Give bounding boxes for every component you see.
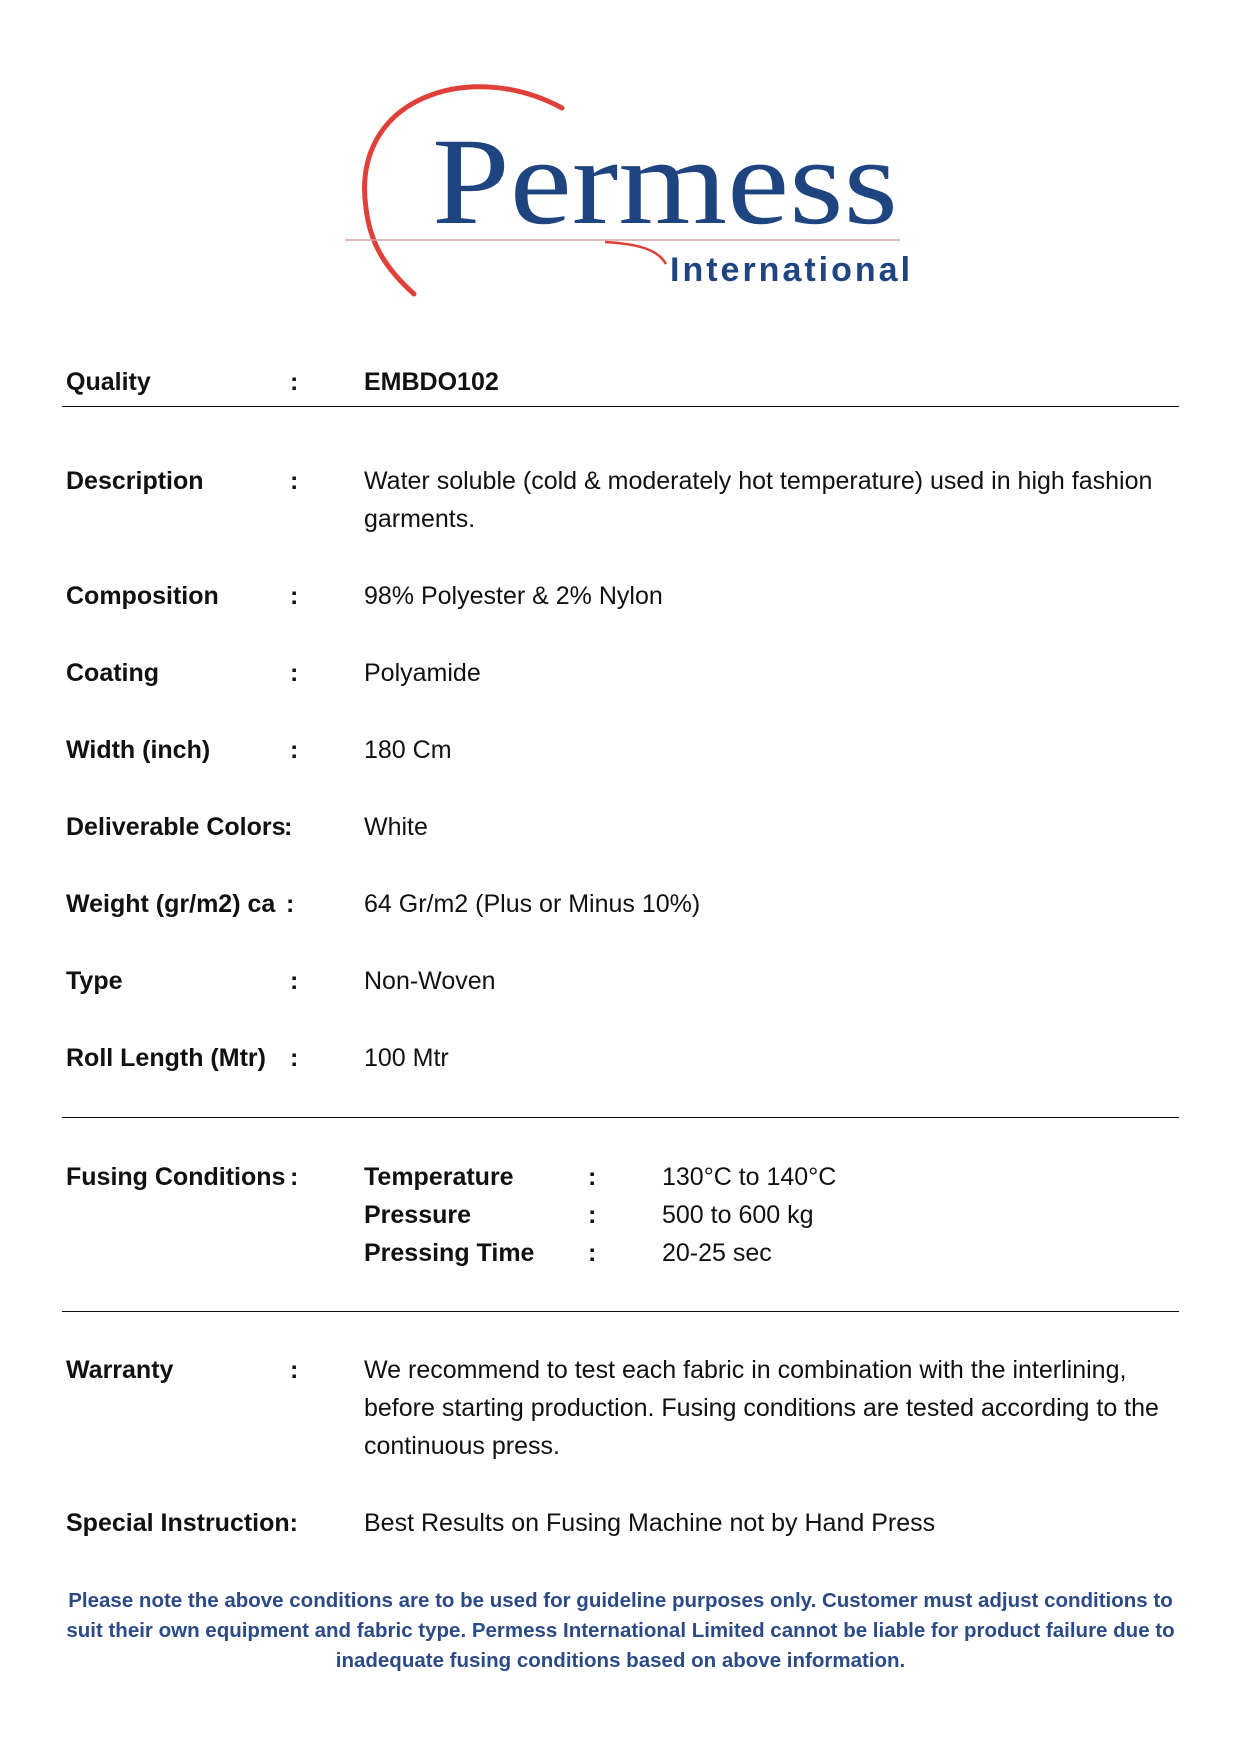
field-row-roll-length: [66, 1039, 1175, 1079]
fusing-item-colon: :: [588, 1239, 597, 1267]
field-colon: :: [290, 1044, 299, 1072]
fusing-item-colon: :: [588, 1163, 597, 1191]
fusing-item-value: 500 to 600 kg: [662, 1201, 814, 1229]
logo-wordmark: Permess: [432, 113, 898, 250]
fusing-subtable: [364, 1158, 1064, 1278]
quality-colon: :: [290, 368, 299, 396]
fusing-colon: :: [290, 1163, 299, 1191]
field-label: Width (inch): [66, 736, 211, 764]
quality-value: EMBDO102: [364, 368, 499, 396]
disclaimer-note: Please note the above conditions are to be used for guideline purposes only. Customer must adjust conditions to suit their own equipment and fabric type. Permess International Limited cannot be liable for product failure due to inadequate fusing conditions based on above information.: [66, 1589, 1175, 1672]
fusing-item-label: Pressing Time: [364, 1239, 535, 1267]
fusing-item-value: 20-25 sec: [662, 1239, 772, 1267]
special-instruction-label: [66, 1504, 298, 1542]
field-value: 98% Polyester & 2% Nylon: [364, 582, 663, 610]
fusing-item-pressure: [364, 1196, 1064, 1234]
field-label: Composition: [66, 582, 219, 610]
fusing-label: Fusing Conditions: [66, 1163, 286, 1191]
field-value: 64 Gr/m2 (Plus or Minus 10%): [364, 890, 701, 918]
field-row-weight: [66, 885, 1175, 925]
divider-middle: [62, 1117, 1179, 1118]
quality-label: Quality: [66, 368, 151, 396]
field-value: 180 Cm: [364, 736, 452, 764]
permess-logo: [340, 78, 920, 308]
fusing-item-colon: :: [588, 1201, 597, 1229]
field-label: Deliverable Colors: [66, 813, 286, 841]
field-label: Description: [66, 467, 204, 495]
field-value: White: [364, 813, 428, 841]
field-colon: :: [290, 736, 299, 764]
field-colon: :: [290, 659, 299, 687]
logo-tagline: International: [670, 251, 914, 289]
fusing-item-pressing-time: [364, 1234, 1064, 1272]
warranty-value: We recommend to test each fabric in combination with the interlining, before starting production. Fusing conditions are tested according to the continuous press.: [364, 1356, 1159, 1460]
special-instruction-row: [66, 1504, 1175, 1544]
warranty-colon: :: [290, 1356, 299, 1384]
warranty-row: [66, 1351, 1175, 1467]
field-colon: :: [290, 967, 299, 995]
warranty-label: Warranty: [66, 1356, 174, 1384]
field-colon: :: [284, 813, 293, 841]
special-instruction-value: Best Results on Fusing Machine not by Hand Press: [364, 1509, 936, 1537]
special-instruction-label-text: Special Instruction: [66, 1509, 290, 1537]
field-colon: :: [286, 890, 295, 918]
divider-top: [62, 406, 1179, 407]
quality-row: [66, 363, 1175, 403]
field-label: Weight (gr/m2) ca: [66, 890, 276, 918]
field-label: Coating: [66, 659, 160, 687]
field-colon: :: [290, 467, 299, 495]
field-value: 100 Mtr: [364, 1044, 449, 1072]
fusing-item-label: Temperature: [364, 1163, 514, 1191]
divider-bottom: [62, 1311, 1179, 1312]
field-row-type: [66, 962, 1175, 1002]
field-row-description: [66, 462, 1175, 538]
special-instruction-colon: :: [289, 1509, 298, 1537]
field-label: Type: [66, 967, 123, 995]
field-colon: :: [290, 582, 299, 610]
field-row-composition: [66, 577, 1175, 617]
field-value: Water soluble (cold & moderately hot temperature) used in high fashion garments.: [364, 467, 1153, 533]
field-value: Polyamide: [364, 659, 481, 687]
field-row-colors: [66, 808, 1175, 848]
field-row-coating: [66, 654, 1175, 694]
fusing-item-value: 130°C to 140°C: [662, 1163, 837, 1191]
field-label: Roll Length (Mtr): [66, 1044, 266, 1072]
fusing-item-temperature: [364, 1158, 1064, 1196]
fusing-item-label: Pressure: [364, 1201, 472, 1229]
field-row-width: [66, 731, 1175, 771]
field-value: Non-Woven: [364, 967, 496, 995]
